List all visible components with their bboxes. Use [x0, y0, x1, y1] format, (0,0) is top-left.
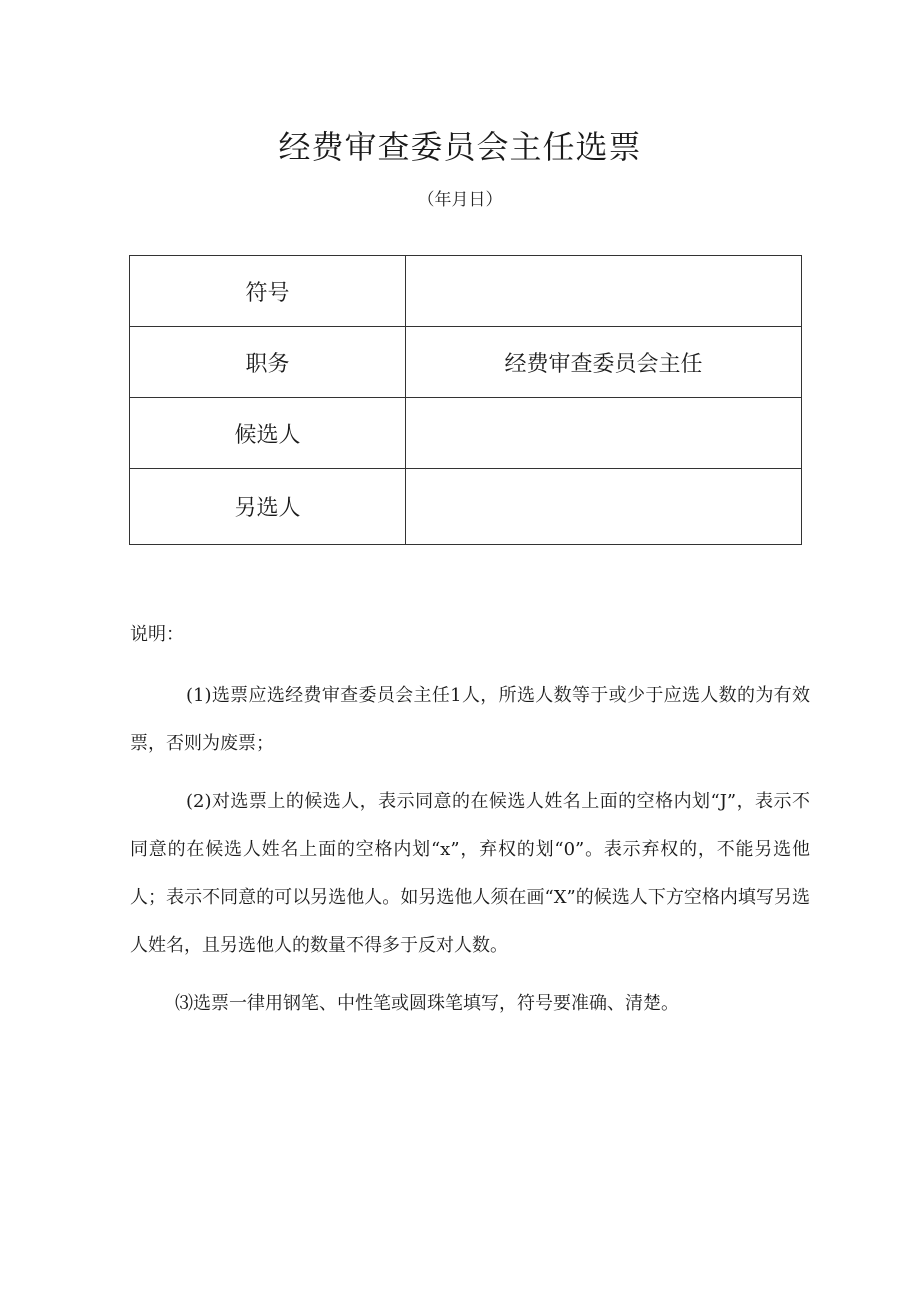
ballot-table	[129, 255, 802, 545]
instruction-item-1: (1)选票应选经费审查委员会主任1人，所选人数等于或少于应选人数的为有效票，否则为废票；	[130, 685, 810, 754]
table-row-alternate	[130, 469, 802, 545]
instructions	[130, 620, 810, 1038]
row-label-symbol: 符号	[130, 256, 406, 327]
candidate-cell[interactable]	[406, 398, 802, 469]
table-row-candidate	[130, 398, 802, 469]
ballot-date: （年月日）	[417, 190, 503, 210]
table-row-position	[130, 327, 802, 398]
symbol-cell[interactable]	[406, 256, 802, 327]
instruction-item-2: (2)对选票上的候选人，表示同意的在候选人姓名上面的空格内划“J”，表示不同意的在候选人姓名上面的空格内划“x”，弃权的划“0”。表示弃权的，不能另选他人；表示不同意的可以另选他人。如另选他人须在画“X”的候选人下方空格内填写另选人姓名，且另选他人的数量不得多于反对人数。	[130, 791, 810, 956]
alternate-candidate-cell[interactable]	[406, 469, 802, 545]
row-label-alternate: 另选人	[130, 469, 406, 545]
ballot-title: 经费审查委员会主任选票	[278, 128, 642, 166]
position-value: 经费审查委员会主任	[406, 327, 802, 398]
row-label-candidate: 候选人	[130, 398, 406, 469]
table-row-symbol	[130, 256, 802, 327]
instruction-item-3: ⑶选票一律用钢笔、中性笔或圆珠笔填写，符号要准确、清楚。	[175, 993, 679, 1014]
instructions-heading: 说明：	[130, 624, 184, 645]
row-label-position: 职务	[130, 327, 406, 398]
